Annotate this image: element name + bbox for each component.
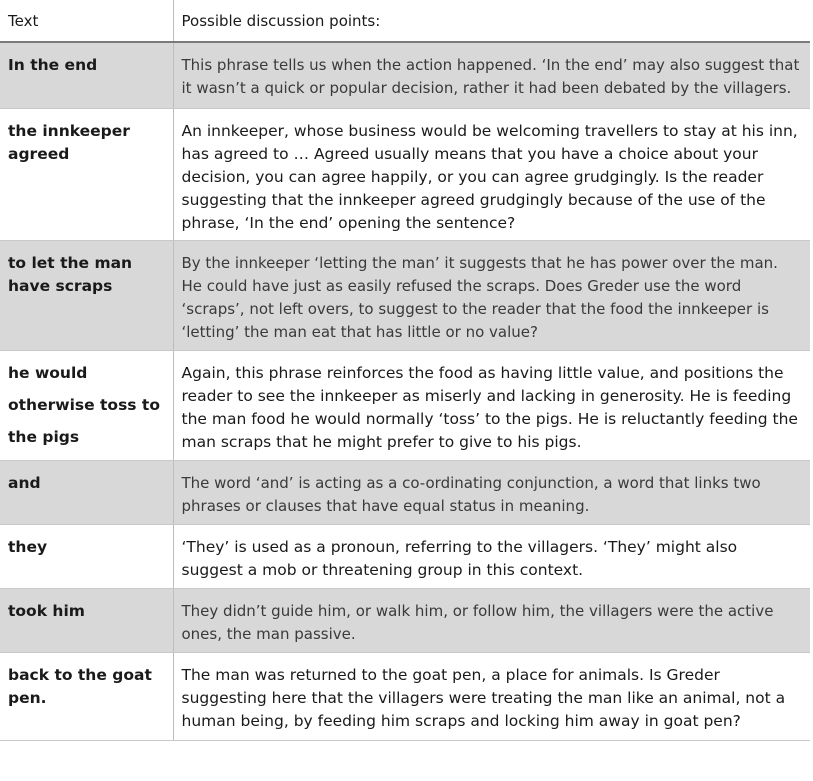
row-term: to let the man have scraps (0, 240, 173, 350)
row-term: back to the goat pen. (0, 652, 173, 740)
row-discussion: The man was returned to the goat pen, a place for animals. Is Greder suggesting here that the villagers were treating the man like an animal, not a human being, by feeding him scraps and locking him away in goat pen? (173, 652, 810, 740)
row-discussion: The word ‘and’ is acting as a co-ordinating conjunction, a word that links two phrases or clauses that have equal status in meaning. (173, 460, 810, 524)
row-discussion: An innkeeper, whose business would be welcoming travellers to stay at his inn, has agreed to … Agreed usually means that you have a choice about your decision, you can agree happily, or you can agree grudgingly. Is the reader suggesting that the innkeeper agreed grudgingly because of the use of the phrase, ‘In the end’ opening the sentence? (173, 108, 810, 240)
row-term: took him (0, 588, 173, 652)
table-row (0, 350, 810, 460)
table-header-row (0, 0, 810, 42)
column-header-discussion-points: Possible discussion points: (173, 0, 810, 42)
row-discussion: This phrase tells us when the action happened. ‘In the end’ may also suggest that it wasn’t a quick or popular decision, rather it had been debated by the villagers. (173, 42, 810, 108)
row-term: the innkeeper agreed (0, 108, 173, 240)
row-discussion: By the innkeeper ‘letting the man’ it suggests that he has power over the man. He could have just as easily refused the scraps. Does Greder use the word ‘scraps’, not left overs, to suggest to the reader that the food the innkeeper is ‘letting’ the man eat that has little or no value? (173, 240, 810, 350)
table-row (0, 240, 810, 350)
row-term: and (0, 460, 173, 524)
column-header-text: Text (0, 0, 173, 42)
row-term: he would otherwise toss to the pigs (0, 350, 173, 460)
row-discussion: Again, this phrase reinforces the food as having little value, and positions the reader to see the innkeeper as miserly and lacking in generosity. He is feeding the man food he would normally ‘toss’ to the pigs. He is reluctantly feeding the man scraps that he might prefer to give to his pigs. (173, 350, 810, 460)
table-row (0, 588, 810, 652)
table-row (0, 108, 810, 240)
row-discussion: ‘They’ is used as a pronoun, referring to the villagers. ‘They’ might also suggest a mob or threatening group in this context. (173, 524, 810, 588)
row-term: In the end (0, 42, 173, 108)
table-row (0, 524, 810, 588)
table-row (0, 460, 810, 524)
row-discussion: They didn’t guide him, or walk him, or follow him, the villagers were the active ones, the man passive. (173, 588, 810, 652)
table-row (0, 42, 810, 108)
row-term: they (0, 524, 173, 588)
table-row (0, 652, 810, 740)
